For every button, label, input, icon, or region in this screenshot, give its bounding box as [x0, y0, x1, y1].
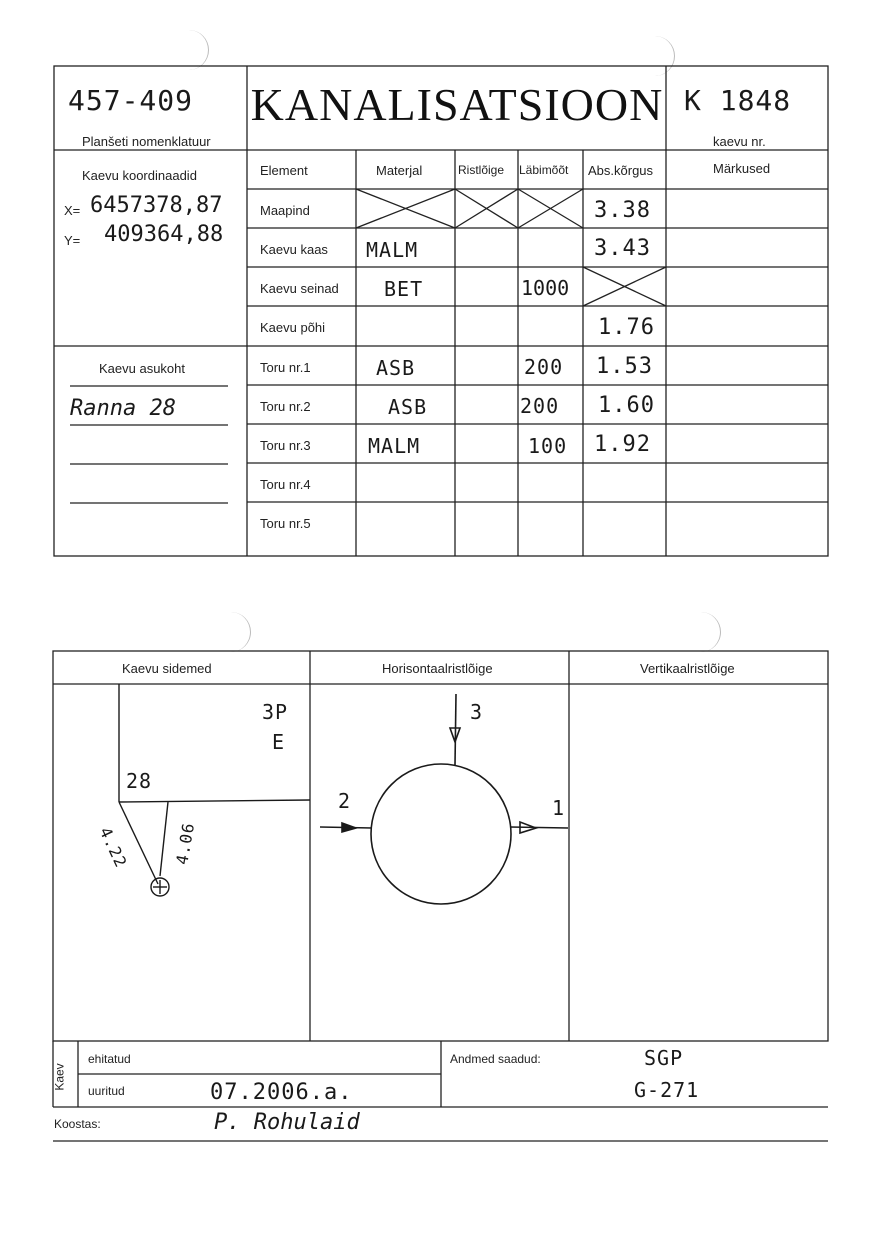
author-label: Koostas: [54, 1117, 101, 1131]
elevation-value: 1.53 [596, 354, 653, 379]
tab-vertical-section: Vertikaalristlõige [640, 661, 735, 676]
material-value: BET [384, 277, 424, 301]
material-value: ASB [376, 356, 416, 380]
table-row-element: Toru nr.5 [260, 516, 311, 531]
diameter-value: 1000 [521, 276, 570, 300]
coordinates-label: Kaevu koordinaadid [82, 168, 197, 183]
page-title: KANALISATSIOON [250, 79, 664, 130]
pipe-label: 1 [552, 796, 566, 820]
material-value: ASB [388, 395, 428, 419]
y-coordinate: 409364,88 [104, 222, 224, 247]
col-header-notes: Märkused [713, 161, 771, 176]
well-cross-section [320, 694, 568, 904]
well-number-label: kaevu nr. [713, 134, 766, 149]
x-coordinate: 6457378,87 [90, 193, 223, 218]
pipe-label: 2 [338, 789, 352, 813]
col-header-diameter: Läbimõõt [519, 163, 569, 177]
elevation-value: 1.60 [598, 393, 655, 418]
tab-horizontal-section: Horisontaalristlõige [382, 661, 493, 676]
location-label: Kaevu asukoht [99, 361, 186, 376]
elevation-value: 3.43 [594, 236, 651, 261]
table-row-element: Toru nr.1 [260, 360, 311, 375]
sheet-number: 457-409 [68, 84, 194, 117]
elevation-value: 1.76 [598, 315, 655, 340]
well-number: K 1848 [684, 84, 792, 117]
data-source-value-1: SGP [644, 1046, 684, 1070]
y-prefix: Y= [64, 233, 81, 248]
footer-side-label: Kaev [52, 1063, 67, 1091]
surveyed-label: uuritud [88, 1084, 125, 1098]
tie-building-number: 28 [126, 769, 153, 793]
elevation-value: 1.92 [594, 432, 651, 457]
table-row-element: Toru nr.2 [260, 399, 311, 414]
tab-ties: Kaevu sidemed [122, 661, 212, 676]
table-row-element: Kaevu seinad [260, 281, 339, 296]
elevation-value: 3.38 [594, 198, 651, 223]
tie-distance-left: 4.22 [95, 824, 131, 871]
author-signature: P. Rohulaid [214, 1110, 360, 1135]
table-row-element: Toru nr.4 [260, 477, 311, 492]
sheet-label: Planšeti nomenklatuur [82, 134, 211, 149]
data-source-value-2: G-271 [634, 1078, 700, 1102]
location-value: Ranna 28 [70, 396, 176, 421]
table-row-element: Toru nr.3 [260, 438, 311, 453]
tie-tag-bottom: E [272, 730, 286, 754]
x-prefix: X= [64, 203, 81, 218]
col-header-cross-section: Ristlõige [458, 163, 505, 177]
diameter-value: 200 [524, 355, 564, 379]
table-row-element: Maapind [260, 203, 310, 218]
material-value: MALM [368, 434, 421, 458]
col-header-element: Element [260, 163, 308, 178]
table-row-element: Kaevu põhi [260, 320, 326, 335]
col-header-material: Materjal [376, 163, 423, 178]
surveyed-value: 07.2006.a. [210, 1080, 353, 1105]
built-label: ehitatud [88, 1052, 131, 1066]
diameter-value: 200 [520, 394, 560, 418]
pipe-label: 3 [470, 700, 484, 724]
table-row-element: Kaevu kaas [260, 242, 328, 257]
diameter-value: 100 [528, 434, 568, 458]
col-header-elevation: Abs.kõrgus [588, 163, 654, 178]
data-source-label: Andmed saadud: [450, 1052, 541, 1066]
tie-tag-top: 3P [262, 700, 289, 724]
material-value: MALM [366, 238, 419, 262]
tie-distance-right: 4.06 [172, 820, 199, 867]
